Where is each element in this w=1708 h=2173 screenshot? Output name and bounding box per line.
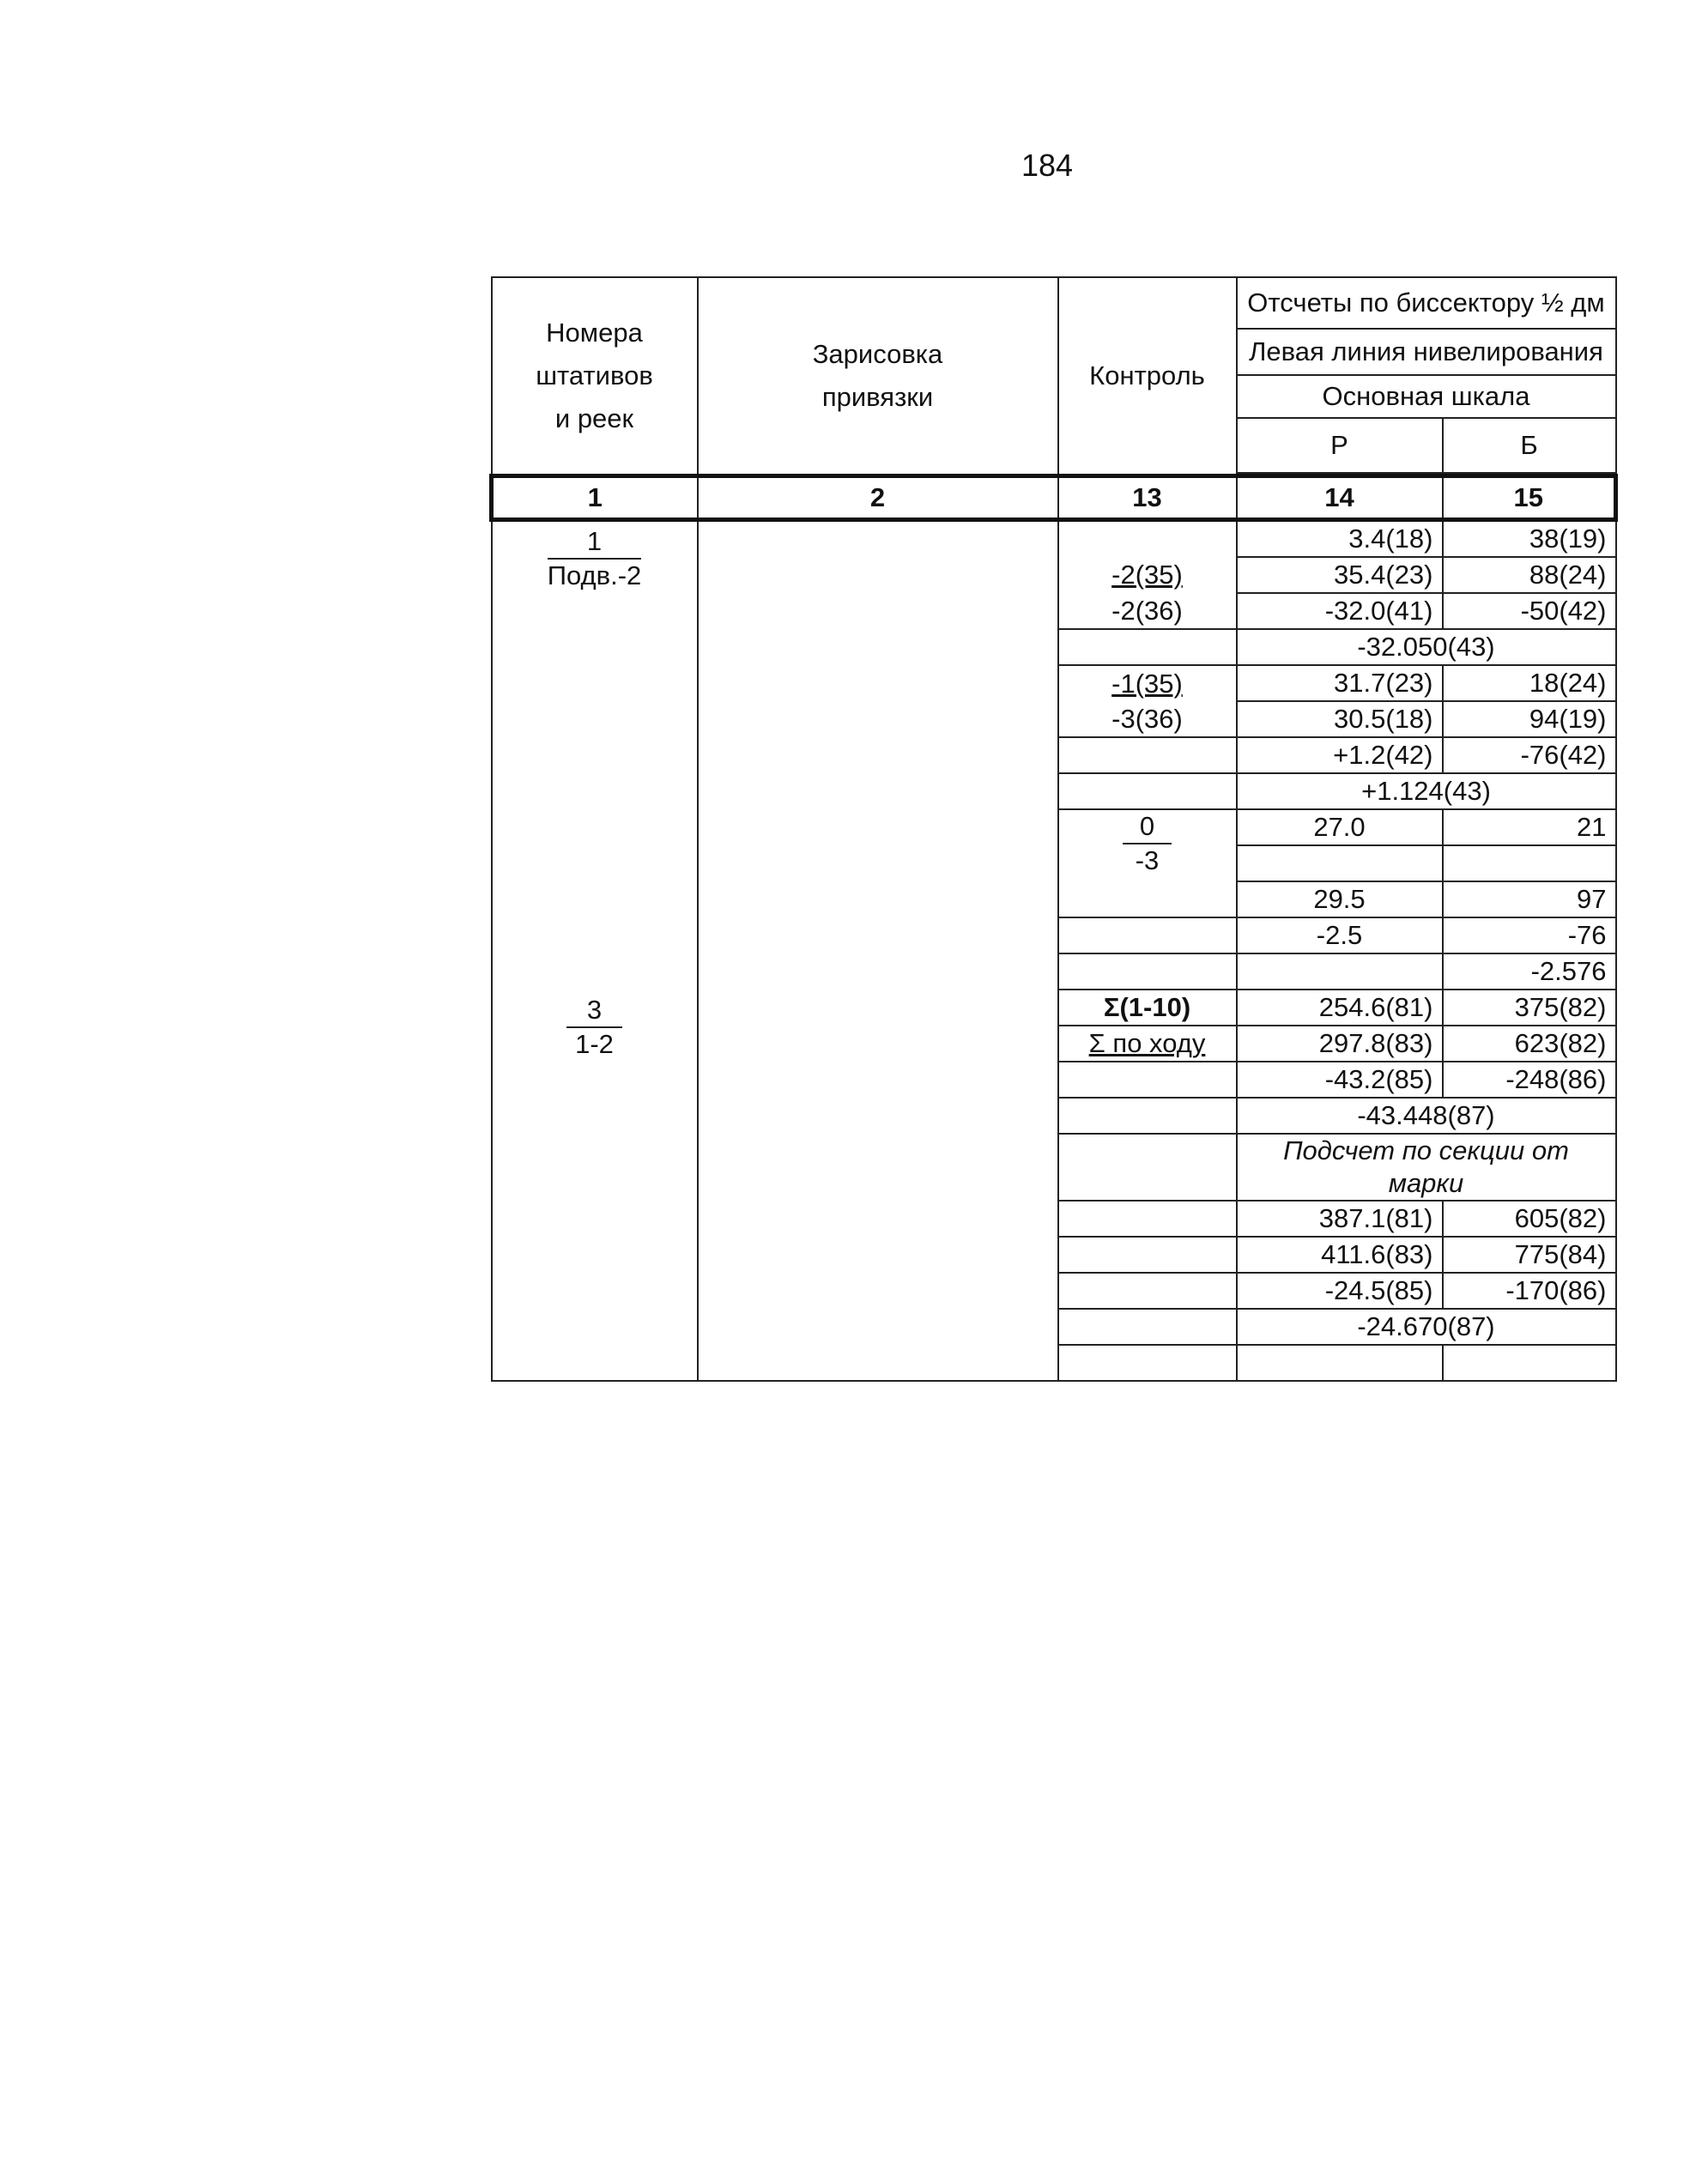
control-cell [1058,1134,1237,1201]
reading-b: 605(82) [1443,1201,1616,1237]
reading-r: 30.5(18) [1237,701,1443,737]
control-cell [1058,953,1237,990]
control-cell [1058,1201,1237,1237]
control-cell [1058,520,1237,558]
reading-r: -32.0(41) [1237,593,1443,629]
control-cell: -1(35) [1058,665,1237,701]
control-cell [1058,1345,1237,1381]
section-subtitle: Подсчет по секции от марки [1237,1134,1616,1201]
reading-r: 29.5 [1237,881,1443,917]
reading-b: -76 [1443,917,1616,953]
page-number: 184 [1021,148,1074,183]
reading-r: 254.6(81) [1237,990,1443,1026]
header-control: Контроль [1058,277,1237,476]
header-stand-numbers: Номера штативов и реек [492,277,698,476]
reading-b: 88(24) [1443,557,1616,593]
reading-r: 35.4(23) [1237,557,1443,593]
column-numbers-row [492,476,1616,520]
reading-r: 3.4(18) [1237,520,1443,558]
control-cell: Σ по ходу [1058,1026,1237,1062]
reading-r: 297.8(83) [1237,1026,1443,1062]
merged-value: +1.124(43) [1237,773,1616,809]
reading-b: 21 [1443,809,1616,845]
control-cell: -3(36) [1058,701,1237,737]
control-fraction: $\frac{0}{-3}$ [1123,810,1172,877]
reading-r [1237,953,1443,990]
reading-b: -76(42) [1443,737,1616,773]
reading-b: 38(19) [1443,520,1616,558]
reading-b: 18(24) [1443,665,1616,701]
header-left-line: Левая линия нивелирования [1237,329,1616,375]
leveling-journal-table [489,276,1618,1382]
merged-value: -43.448(87) [1237,1098,1616,1134]
reading-r: +1.2(42) [1237,737,1443,773]
column-number: 13 [1058,476,1237,520]
merged-value: -24.670(87) [1237,1309,1616,1345]
reading-b: -50(42) [1443,593,1616,629]
table-row [492,520,1616,558]
reading-b: 94(19) [1443,701,1616,737]
reading-r: 27.0 [1237,809,1443,845]
reading-r [1237,845,1443,881]
control-cell [1058,1273,1237,1309]
reading-b [1443,1345,1616,1381]
reading-r: -24.5(85) [1237,1273,1443,1309]
reading-b: 623(82) [1443,1026,1616,1062]
reading-b: 97 [1443,881,1616,917]
header-sketch: Зарисовка привязки [698,277,1058,476]
stand-fraction: $\frac{3}{1-2}$ [566,994,622,1061]
control-cell: -2(35) [1058,557,1237,593]
column-number: 15 [1443,476,1616,520]
reading-r: 31.7(23) [1237,665,1443,701]
header-bisector-readings: Отсчеты по биссектору ½ дм [1237,277,1616,329]
control-cell: -2(36) [1058,593,1237,629]
reading-r: -2.5 [1237,917,1443,953]
control-cell [1058,1098,1237,1134]
control-cell [1058,1237,1237,1273]
reading-r [1237,1345,1443,1381]
control-cell [1058,629,1237,665]
header-b: Б [1443,418,1616,473]
header-main-scale: Основная шкала [1237,375,1616,418]
control-cell [1058,917,1237,953]
control-cell [1058,809,1237,917]
column-number: 2 [698,476,1058,520]
reading-r: 411.6(83) [1237,1237,1443,1273]
column-number: 1 [492,476,698,520]
reading-b: 775(84) [1443,1237,1616,1273]
reading-b: -248(86) [1443,1062,1616,1098]
reading-b: -170(86) [1443,1273,1616,1309]
column-number: 14 [1237,476,1443,520]
reading-b: -2.576 [1443,953,1616,990]
header-row-1 [492,277,1616,329]
reading-b [1443,845,1616,881]
stand-numbers-cell [492,520,698,1382]
stand-fraction: $\frac{1}{\text{Подв.-2}}$ [547,526,642,590]
control-cell [1058,773,1237,809]
merged-value: -32.050(43) [1237,629,1616,665]
control-cell [1058,737,1237,773]
reading-r: -43.2(85) [1237,1062,1443,1098]
reading-b: 375(82) [1443,990,1616,1026]
header-r: Р [1237,418,1443,473]
control-cell [1058,1309,1237,1345]
control-cell [1058,1062,1237,1098]
sketch-cell [698,520,1058,1382]
control-cell: Σ(1-10) [1058,990,1237,1026]
reading-r: 387.1(81) [1237,1201,1443,1237]
